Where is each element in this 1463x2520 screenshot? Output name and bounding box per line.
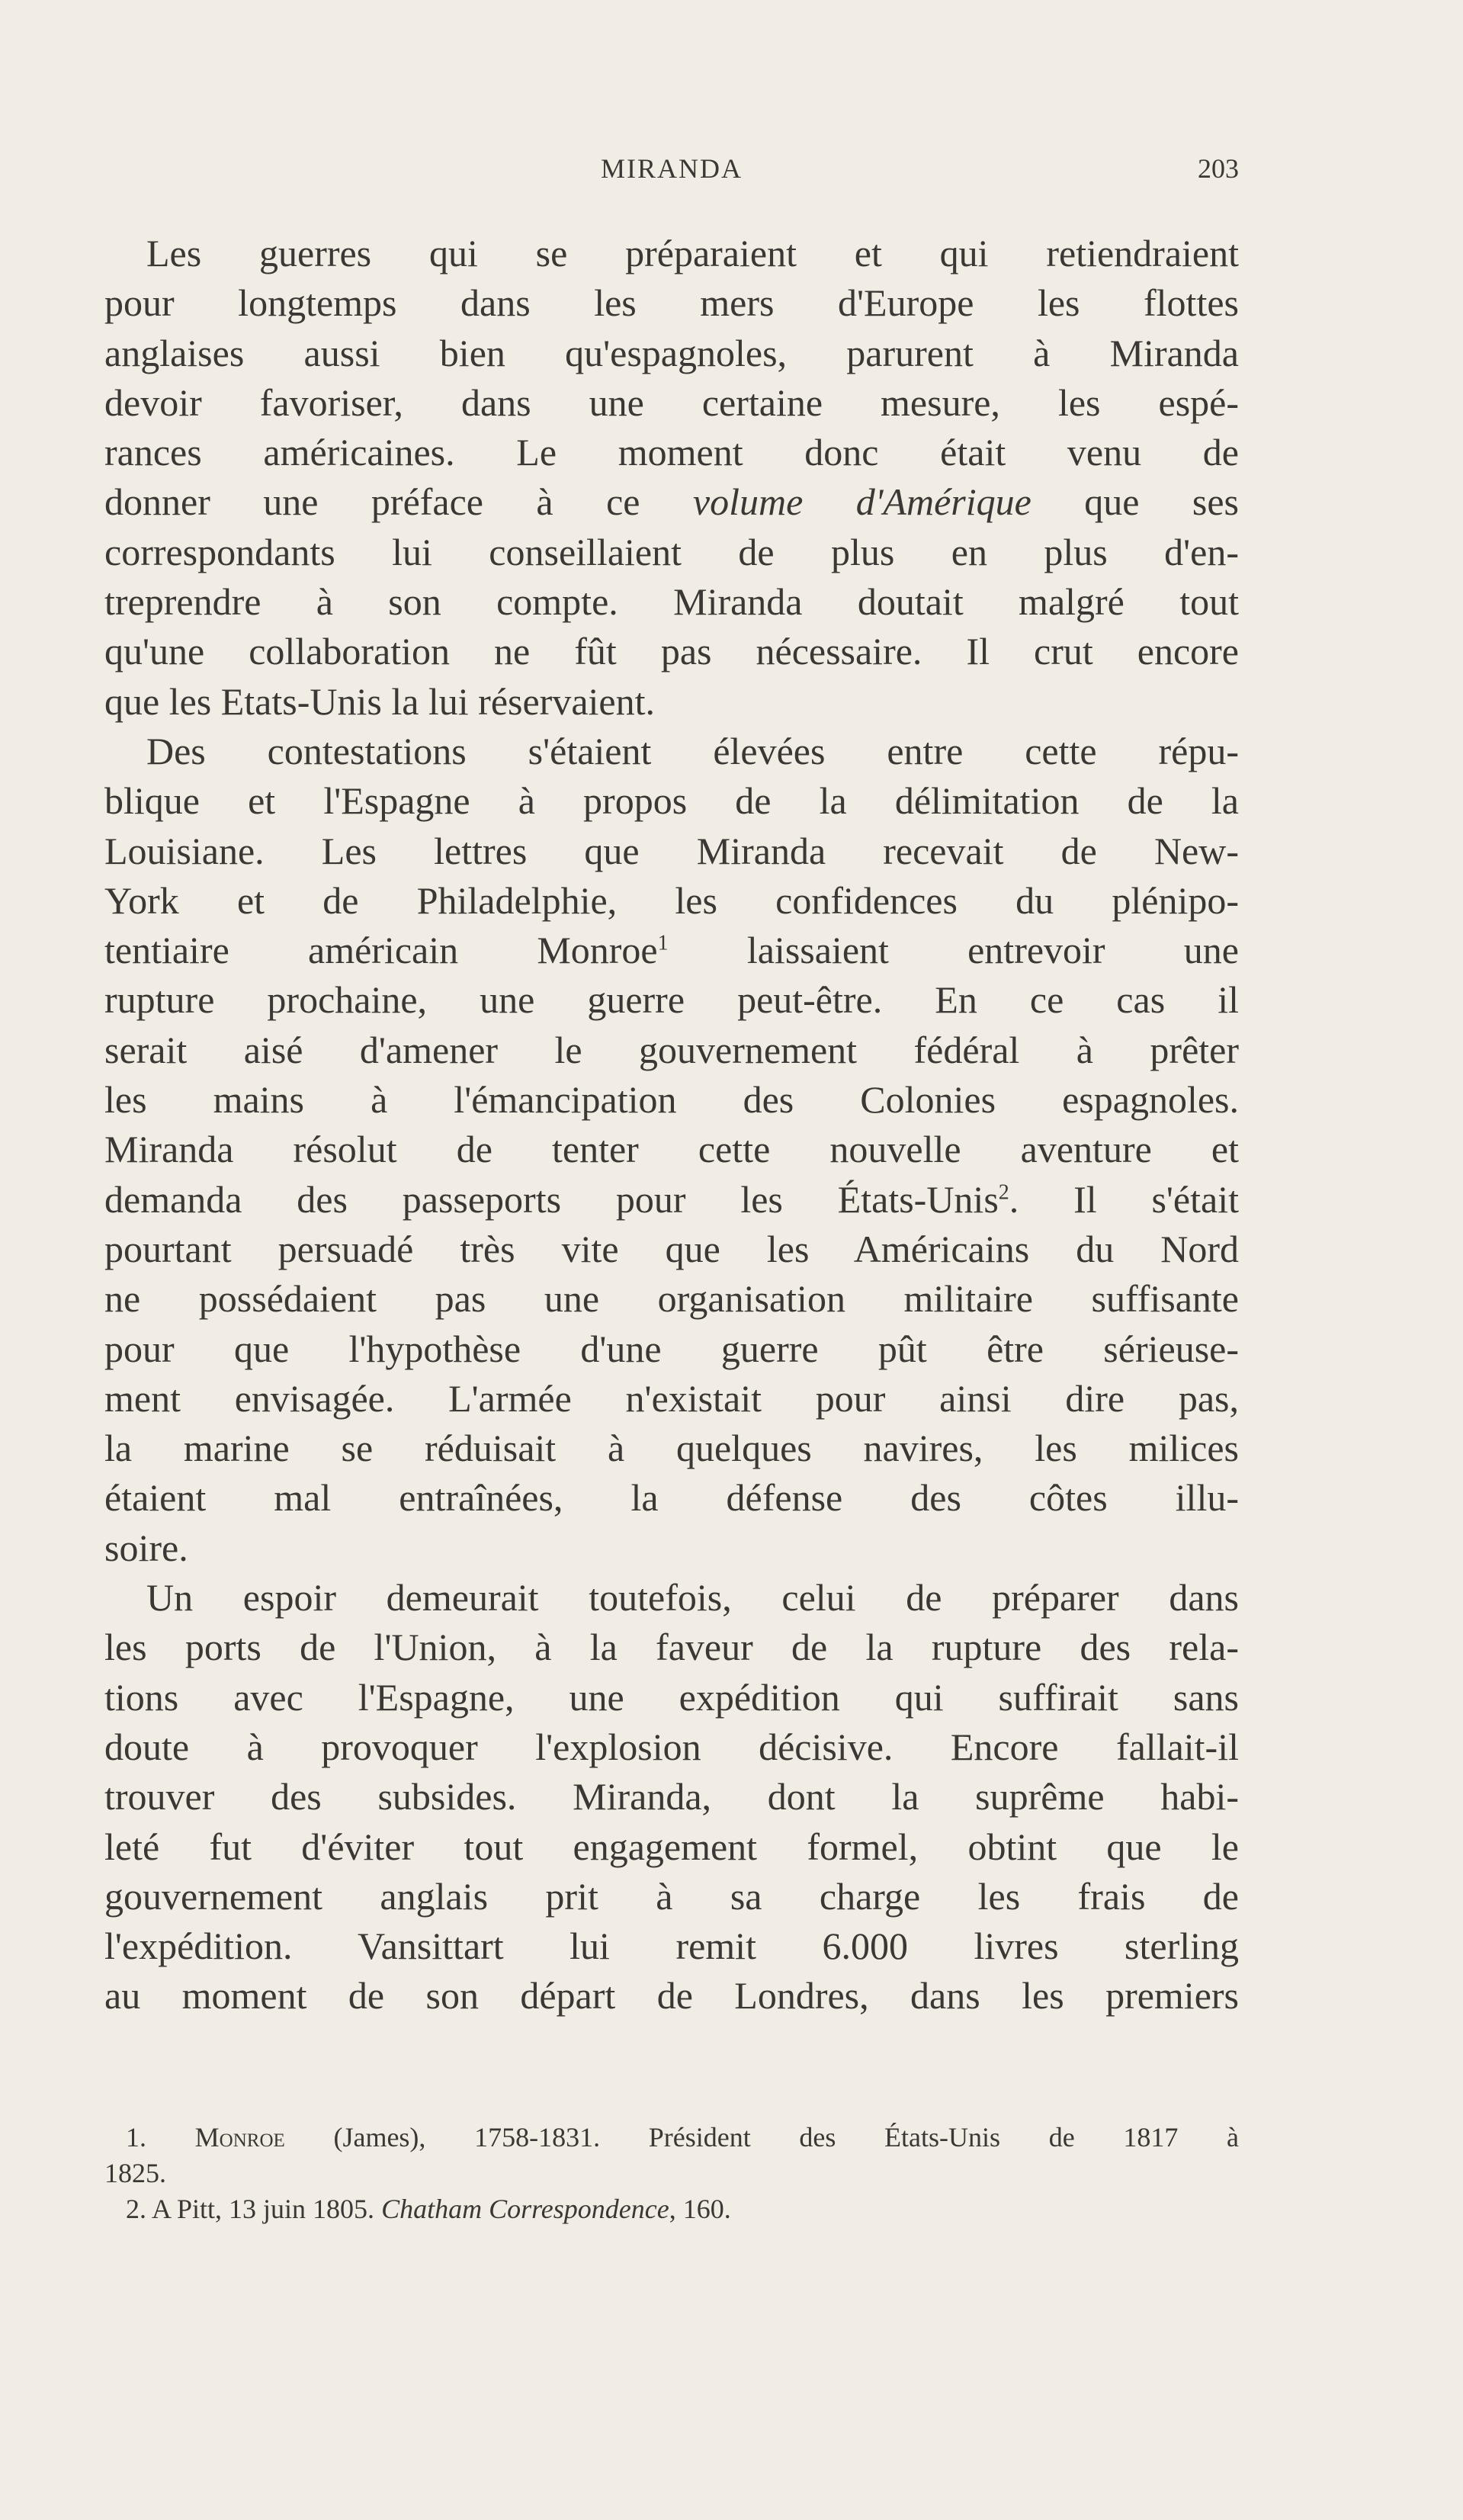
text-line: pour que l'hypothèse d'une guerre pût être sérieuse- bbox=[104, 1327, 1239, 1370]
footnotes bbox=[104, 2120, 1239, 2227]
text-line: les mains à l'émancipation des Colonies espagnoles. bbox=[104, 1078, 1239, 1122]
text-line: blique et l'Espagne à propos de la délimitation de la bbox=[104, 779, 1239, 823]
text-line: devoir favoriser, dans une certaine mesure, les espé- bbox=[104, 380, 1239, 424]
footnote-ref: 1 bbox=[657, 931, 669, 955]
text-line: Les guerres qui se préparaient et qui retiendraient bbox=[146, 232, 1239, 274]
text-line: ment envisagée. L'armée n'existait pour ainsi dire pas, bbox=[104, 1376, 1239, 1420]
footnote-marker: 2. bbox=[126, 2194, 146, 2224]
running-title: MIRANDA bbox=[600, 153, 743, 184]
text-line bbox=[104, 1175, 1239, 1225]
text-segment: que ses bbox=[1084, 480, 1240, 524]
text-line bbox=[104, 926, 1239, 975]
footnote-name: Monroe bbox=[194, 2122, 285, 2152]
text-line: que les Etats-Unis la lui réservaient. bbox=[104, 679, 655, 723]
footnote-text: A Pitt, 13 juin 1805. bbox=[146, 2194, 382, 2224]
text-segment: . Il s'était bbox=[1009, 1177, 1239, 1221]
text-line: Des contestations s'étaient élevées entre cette répu- bbox=[146, 729, 1239, 772]
text-line: leté fut d'éviter tout engagement formel, obtint que le bbox=[104, 1825, 1239, 1868]
text-line: anglaises aussi bien qu'espagnoles, parurent à Miranda bbox=[104, 331, 1239, 374]
running-head bbox=[104, 152, 1239, 198]
text-line: gouvernement anglais prit à sa charge les frais de bbox=[104, 1874, 1239, 1918]
book-title-italic: volume d'Amérique bbox=[692, 480, 1031, 524]
text-line: serait aisé d'amener le gouvernement fédéral à prêter bbox=[104, 1028, 1239, 1071]
footnote-text: (James), 1758-1831. Président des États-Unis de 1817 à bbox=[284, 2122, 1239, 2152]
text-line: ne possédaient pas une organisation militaire suffisante bbox=[104, 1277, 1239, 1321]
text-line: au moment de son départ de Londres, dans les premiers bbox=[104, 1974, 1239, 2018]
text-line: rances américaines. Le moment donc était venu de bbox=[104, 431, 1239, 474]
text-line: l'expédition. Vansittart lui remit 6.000 livres sterling bbox=[104, 1925, 1239, 1968]
text-line: rupture prochaine, une guerre peut-être. En ce cas il bbox=[104, 978, 1239, 1022]
page-number: 203 bbox=[1198, 153, 1239, 184]
footnote-source-italic: Chatham Correspondence bbox=[381, 2194, 669, 2224]
text-line: treprendre à son compte. Miranda doutait malgré tout bbox=[104, 580, 1239, 624]
text-segment: donner une préface à ce bbox=[104, 480, 640, 524]
text-line: pourtant persuadé très vite que les Américains du Nord bbox=[104, 1227, 1239, 1270]
text-line: étaient mal entraînées, la défense des côtes illu- bbox=[104, 1476, 1239, 1520]
text-line: correspondants lui conseillaient de plus en plus d'en- bbox=[104, 530, 1239, 573]
footnote-2 bbox=[104, 2191, 1239, 2227]
footnote-text: , 160. bbox=[669, 2194, 731, 2224]
text-line: qu'une collaboration ne fût pas nécessaire. Il crut encore bbox=[104, 630, 1239, 673]
body-text bbox=[104, 229, 1239, 2021]
text-line: la marine se réduisait à quelques navires, les milices bbox=[104, 1427, 1239, 1470]
text-line: soire. bbox=[104, 1526, 188, 1569]
text-line: Louisiane. Les lettres que Miranda recevait de New- bbox=[104, 829, 1239, 872]
footnote-marker: 1. bbox=[126, 2122, 146, 2152]
text-segment: tentiaire américain Monroe bbox=[104, 929, 658, 972]
text-segment: laissaient entrevoir une bbox=[746, 929, 1239, 972]
text-line: les ports de l'Union, à la faveur de la rupture des rela- bbox=[104, 1626, 1239, 1669]
footnote-1-continuation: 1825. bbox=[104, 2158, 166, 2188]
footnote-1 bbox=[104, 2120, 1239, 2156]
text-segment: demanda des passeports pour les États-Unis bbox=[104, 1177, 999, 1221]
text-line: York et de Philadelphie, les confidences du plénipo- bbox=[104, 878, 1239, 922]
footnote-ref: 2 bbox=[998, 1180, 1009, 1204]
text-line: Miranda résolut de tenter cette nouvelle aventure et bbox=[104, 1128, 1239, 1171]
text-line bbox=[104, 477, 1239, 527]
text-line: pour longtemps dans les mers d'Europe les flottes bbox=[104, 281, 1239, 325]
text-line: doute à provoquer l'explosion décisive. Encore fallait-il bbox=[104, 1725, 1239, 1768]
text-line: trouver des subsides. Miranda, dont la suprême habi- bbox=[104, 1775, 1239, 1819]
text-line: Un espoir demeurait toutefois, celui de préparer dans bbox=[146, 1576, 1239, 1620]
text-line: tions avec l'Espagne, une expédition qui suffirait sans bbox=[104, 1675, 1239, 1719]
